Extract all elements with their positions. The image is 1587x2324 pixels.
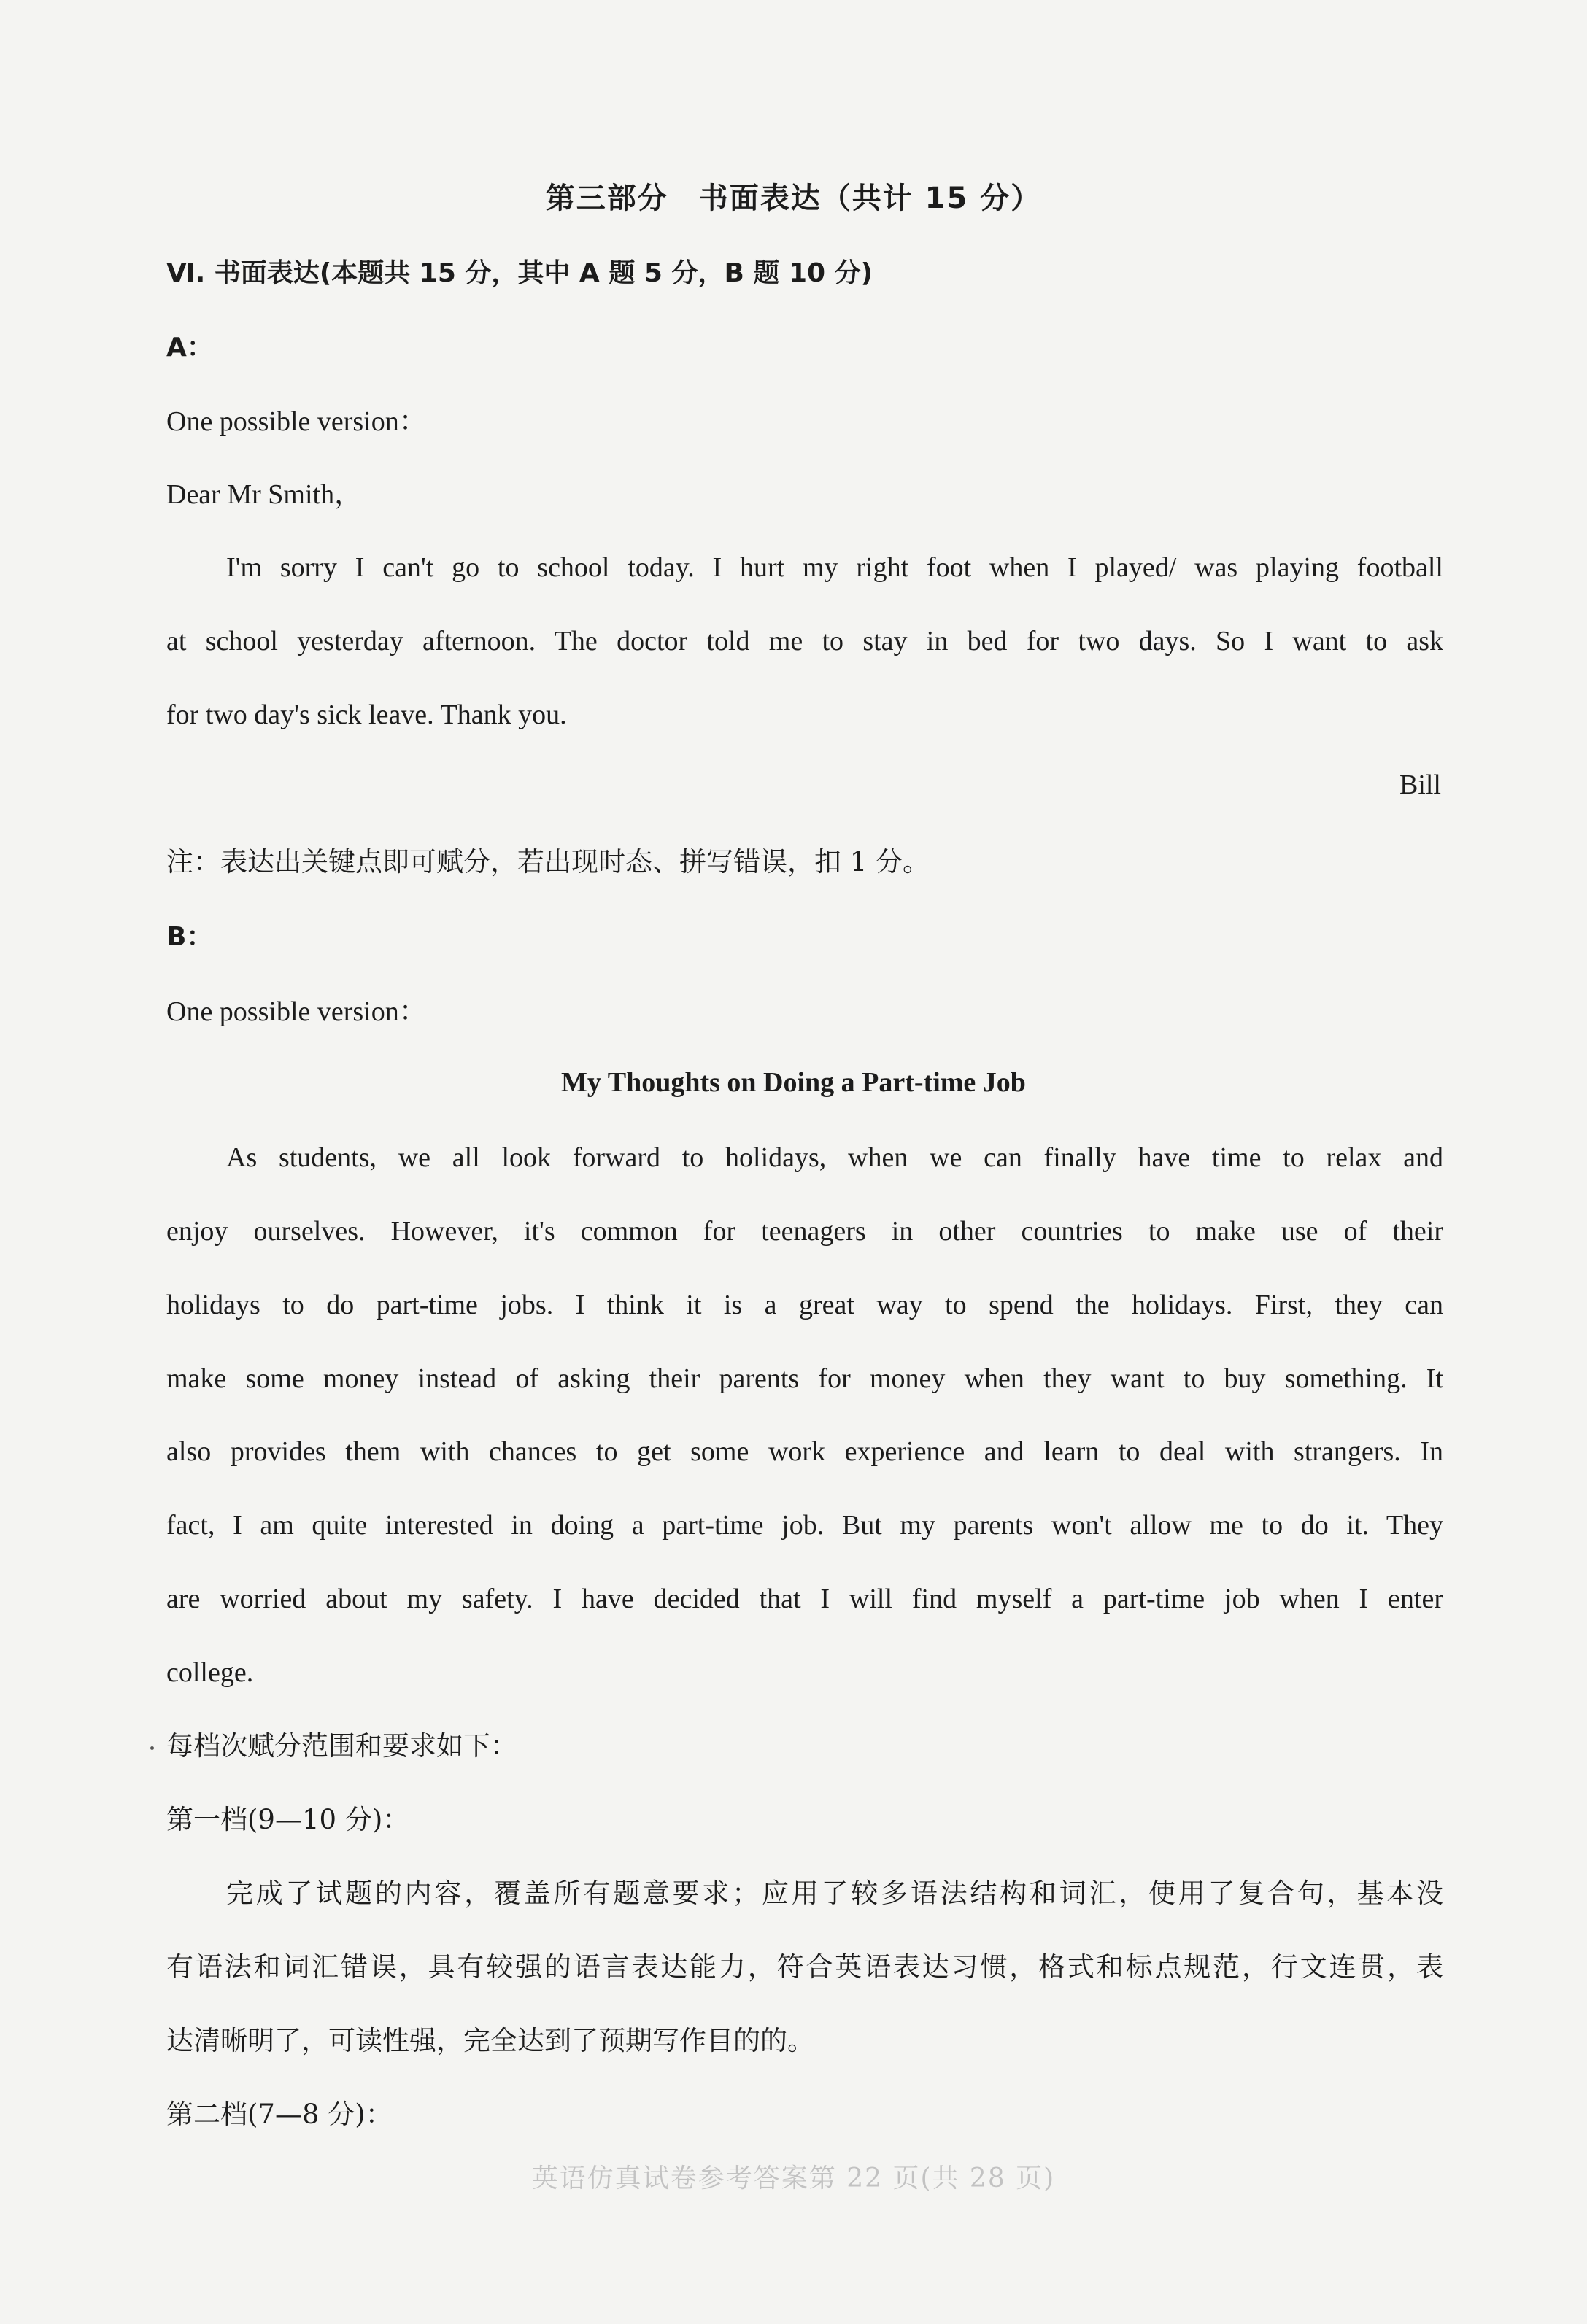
part-b-label: B： xyxy=(166,922,213,952)
essay-line-3: holidays to do part-time jobs. I think it is a great way to spend the holidays. First, they can xyxy=(166,1290,1443,1320)
essay-line-4: make some money instead of asking their parents for money when they want to buy something. It xyxy=(166,1363,1443,1394)
letter-greeting: Dear Mr Smith， xyxy=(166,479,363,510)
tier1-line-3: 达清晰明了，可读性强，完全达到了预期写作目的的。 xyxy=(166,2025,814,2056)
essay-line-5: also provides them with chances to get some work experience and learn to deal with strangers. In xyxy=(166,1436,1443,1467)
part-b-version-label: One possible version： xyxy=(166,996,427,1027)
tier1-line-2: 有语法和词汇错误，具有较强的语言表达能力，符合英语表达习惯，格式和标点规范，行文连贯，表 xyxy=(166,1951,1443,1983)
letter-line-3: for two day's sick leave. Thank you. xyxy=(166,700,567,730)
essay-line-6: fact, I am quite interested in doing a part-time job. But my parents won't allow me to do it. They xyxy=(166,1510,1443,1541)
essay-line-7: are worried about my safety. I have decided that I will find myself a part-time job when I enter xyxy=(166,1584,1443,1614)
tier1-label: 第一档(9—10 分)： xyxy=(166,1804,410,1835)
letter-signature: Bill xyxy=(1399,770,1441,800)
essay-line-1: As students, we all look forward to holidays, when we can finally have time to relax and xyxy=(226,1142,1443,1173)
page-footer: 英语仿真试卷参考答案第 22 页(共 28 页) xyxy=(531,2164,1056,2193)
essay-title: My Thoughts on Doing a Part-time Job xyxy=(561,1067,1026,1098)
tier1-line-1: 完成了试题的内容，覆盖所有题意要求；应用了较多语法结构和词汇，使用了复合句，基本没 xyxy=(226,1878,1443,1909)
essay-line-8: college. xyxy=(166,1657,254,1688)
section-title: 第三部分 书面表达（共计 15 分） xyxy=(545,182,1042,215)
letter-line-2: at school yesterday afternoon. The doctor told me to stay in bed for two days. So I want to ask xyxy=(166,626,1443,656)
stray-dot xyxy=(150,1746,154,1750)
part-a-version-label: One possible version： xyxy=(166,406,427,437)
tier2-label: 第二档(7—8 分)： xyxy=(166,2099,393,2130)
letter-line-1: I'm sorry I can't go to school today. I hurt my right foot when I played/ was playing football xyxy=(226,552,1443,583)
scoring-intro: 每档次赋分范围和要求如下： xyxy=(166,1730,517,1762)
part-a-note: 注：表达出关键点即可赋分，若出现时态、拼写错误，扣 1 分。 xyxy=(166,846,930,878)
part-a-label: A： xyxy=(166,333,213,363)
question-heading: Ⅵ. 书面表达(本题共 15 分，其中 A 题 5 分，B 题 10 分) xyxy=(166,258,873,288)
essay-line-2: enjoy ourselves. However, it's common for teenagers in other countries to make use of their xyxy=(166,1216,1443,1247)
